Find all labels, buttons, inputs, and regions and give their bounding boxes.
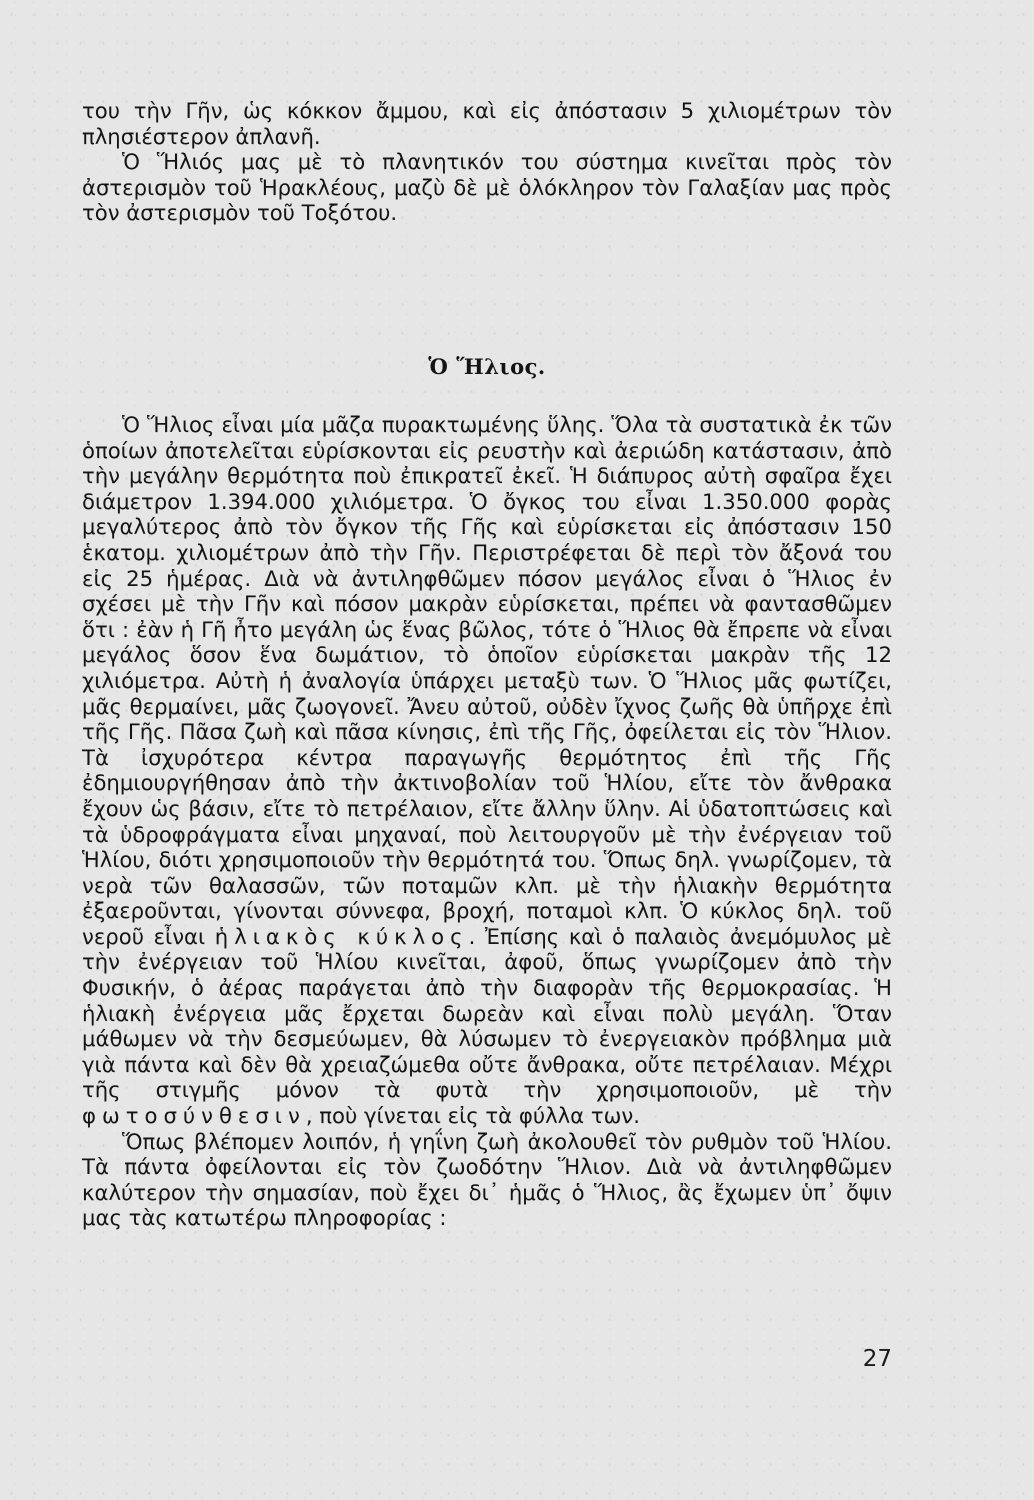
- sun-description-paragraph: [82, 412, 892, 1129]
- photosynthesis-term: φωτοσύνθεσιν: [82, 1103, 306, 1129]
- sun-text-part-3: , ποὺ γίνεται εἰς τὰ φύλλα των.: [305, 1103, 640, 1129]
- solar-cycle-term: ἡλιακὸς κύκλος: [214, 923, 469, 949]
- closing-paragraph: Ὅπως βλέπομεν λοιπόν, ἡ γηΐνη ζωὴ ἀκολουθεῖ τὸν ρυθμὸν τοῦ Ἡλίου. Τὰ πάντα ὀφείλονται εἰς τὸν ζωοδότην Ἥλιον. Διὰ νὰ ἀντιληφθῶμεν καλύτερον τὴν σημασίαν, ποὺ ἔχει δι᾿ ἡμᾶς ὁ Ἥλιος, ἂς ἔχωμεν ὑπ᾿ ὄψιν μας τὰς κατωτέρω πληροφορίας :: [82, 1128, 892, 1231]
- main-text-block: [82, 412, 892, 1231]
- section-title: Ὁ Ἥλιος.: [428, 354, 546, 379]
- page-number: 27: [862, 1346, 892, 1372]
- opening-text-block: [82, 98, 892, 226]
- sun-text-part-2: . Ἐπίσης καὶ ὁ παλαιὸς ἀνεμόμυλος μὲ τὴν ἐνέργειαν τοῦ Ἡλίου κινεῖται, ἀφοῦ, ὅπως γνωρίζομεν ἀπὸ τὴν Φυσικήν, ὁ ἀέρας παράγεται ἀπὸ τὴν διαφορὰν τῆς θερμοκρασίας. Ἡ ἡλιακὴ ἐνέργεια μᾶς ἔρχεται δωρεὰν καὶ εἶναι πολὺ μεγάλη. Ὅταν μάθωμεν νὰ τὴν δεσμεύωμεν, θὰ λύσωμεν τὸ ἐνεργειακὸν πρόβλημα μιὰ γιὰ πάντα καὶ δὲν θὰ χρειαζώμεθα οὔτε ἄνθρακα, οὔτε πετρέλαιαν. Μέχρι τῆς στιγμῆς μόνον τὰ φυτὰ τὴν χρησιμοποιοῦν, μὲ τὴν: [82, 923, 892, 1103]
- book-page: [82, 82, 892, 1422]
- sun-motion-paragraph: Ὁ Ἥλιός μας μὲ τὸ πλανητικόν του σύστημα κινεῖται πρὸς τὸν ἀστερισμὸν τοῦ Ἡρακλέους, μαζὺ δὲ μὲ ὁλόκληρον τὸν Γαλαξίαν μας πρὸς τὸν ἀστερισμὸν τοῦ Τοξότου.: [82, 149, 892, 226]
- sun-text-part-1: Ὁ Ἥλιος εἶναι μία μᾶζα πυρακτωμένης ὕλης. Ὅλα τὰ συστατικὰ ἐκ τῶν ὁποίων ἀποτελεῖται εὑρίσκονται εἰς ρευστὴν καὶ ἀεριώδη κατάστασιν, ἀπὸ τὴν μεγάλην θερμότητα ποὺ ἐπικρατεῖ ἐκεῖ. Ἡ διάπυρος αὐτὴ σφαῖρα ἔχει διάμετρον 1.394.000 χιλιόμετρα. Ὁ ὄγκος του εἶναι 1.350.000 φορὰς μεγαλύτερος ἀπὸ τὸν ὄγκον τῆς Γῆς καὶ εὑρίσκεται εἰς ἀπόστασιν 150 ἑκατομ. χιλιομέτρων ἀπὸ τὴν Γῆν. Περιστρέφεται δὲ περὶ τὸν ἄξονά του εἰς 25 ἡμέρας. Διὰ νὰ ἀντιληφθῶμεν πόσον μεγάλος εἶναι ὁ Ἥλιος ἐν σχέσει μὲ τὴν Γῆν καὶ πόσον μακρὰν εὑρίσκεται, πρέπει νὰ φαντασθῶμεν ὅτι : ἐὰν ἡ Γῆ ἦτο μεγάλη ὡς ἕνας βῶλος, τότε ὁ Ἥλιος θὰ ἔπρεπε νὰ εἶναι μεγάλος ὅσον ἕνα δωμάτιον, τὸ ὁποῖον εὑρίσκεται μακρὰν τῆς 12 χιλιόμετρα. Αὐτὴ ἡ ἀναλογία ὑπάρχει μεταξὺ των. Ὁ Ἥλιος μᾶς φωτίζει, μᾶς θερμαίνει, μᾶς ζωογονεῖ. Ἄνευ αὐτοῦ, οὐδὲν ἴχνος ζωῆς θὰ ὑπῆρχε ἐπὶ τῆς Γῆς. Πᾶσα ζωὴ καὶ πᾶσα κίνησις, ἐπὶ τῆς Γῆς, ὀφείλεται εἰς τὸν Ἥλιον. Τὰ ἰσχυρότερα κέντρα παραγωγῆς θερμότητος ἐπὶ τῆς Γῆς ἐδημιουργήθησαν ἀπὸ τὴν ἀκτινοβολίαν τοῦ Ἡλίου, εἴτε τὸν ἄνθρακα ἔχουν ὡς βάσιν, εἴτε τὸ πετρέλαιον, εἴτε ἄλλην ὕλην. Αἱ ὑδατοπτώσεις καὶ τὰ ὑδροφράγματα εἶναι μηχαναί, ποὺ λειτουργοῦν μὲ τὴν ἐνέργειαν τοῦ Ἡλίου, διότι χρησιμοποιοῦν τὴν θερμότητά του. Ὅπως δηλ. γνωρίζομεν, τὰ νερὰ τῶν θαλασσῶν, τῶν ποταμῶν κλπ. μὲ τὴν ἡλιακὴν θερμότητα ἐξαεροῦνται, γίνονται σύννεφα, βροχή, ποταμοὶ κλπ. Ὁ κύκλος δηλ. τοῦ νεροῦ εἶναι: [82, 412, 892, 949]
- intro-paragraph: του τὴν Γῆν, ὡς κόκκον ἄμμου, καὶ εἰς ἀπόστασιν 5 χιλιομέτρων τὸν πλησιέστερον ἀπλανῆ.: [82, 98, 892, 149]
